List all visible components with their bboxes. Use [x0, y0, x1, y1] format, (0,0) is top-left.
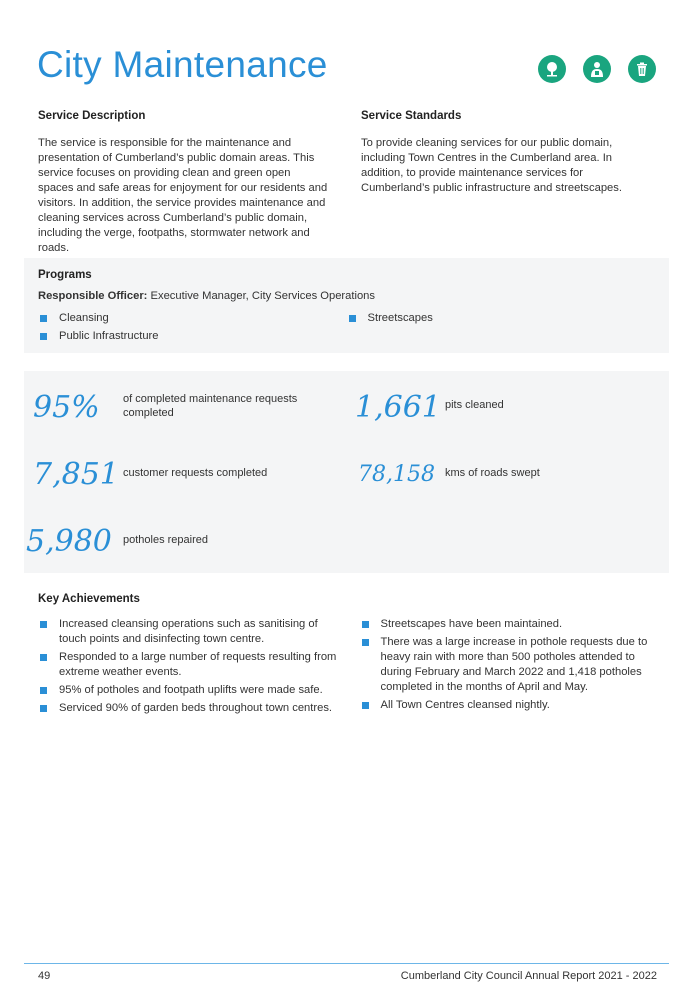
- key-achievements-heading: Key Achievements: [38, 593, 140, 605]
- list-item: Increased cleansing operations such as sanitising of touch points and disinfecting town centre.: [38, 617, 337, 647]
- footer-title: Cumberland City Council Annual Report 2021 - 2022: [400, 970, 657, 982]
- service-icons: [538, 55, 656, 83]
- footer-divider: [24, 963, 669, 964]
- page-number: 49: [38, 970, 51, 982]
- programs-list-left: [38, 311, 347, 347]
- programs-heading: Programs: [38, 269, 92, 281]
- worker-icon: [583, 55, 611, 83]
- stat-value: 78,158: [358, 462, 435, 487]
- service-description-text: The service is responsible for the maintenance and presentation of Cumberland’s public domain areas. This service focuses on providing clean and green open spaces and safe areas for enjoyment for our residents and visitors. In addition, the service provides maintenance and cleaning services across Cumberland’s public domain, including the verge, footpaths, stormwater network and roads.: [38, 137, 328, 254]
- list-item: Serviced 90% of garden beds throughout town centres.: [38, 701, 337, 716]
- stat-label: customer requests completed: [123, 467, 268, 479]
- list-item: Streetscapes: [347, 311, 656, 326]
- list-item: Cleansing: [38, 311, 347, 326]
- service-standards: [361, 110, 651, 196]
- stats-panel: [24, 371, 669, 573]
- stat-value: 95%: [33, 390, 100, 425]
- stat-label: of completed maintenance requests completed: [123, 393, 298, 419]
- achievements-list-left: [38, 617, 337, 719]
- key-achievements: [38, 593, 658, 719]
- service-standards-heading: Service Standards: [361, 110, 462, 122]
- stat-value: 5,980: [26, 524, 112, 559]
- programs-list-right: [347, 311, 656, 347]
- service-description-heading: Service Description: [38, 110, 146, 122]
- page-title: City Maintenance: [37, 44, 328, 85]
- officer-value: Executive Manager, City Services Operations: [147, 290, 376, 302]
- achievements-list-right: [360, 617, 659, 719]
- stat-value: 1,661: [355, 390, 441, 425]
- tree-icon: [538, 55, 566, 83]
- list-item: Streetscapes have been maintained.: [360, 617, 659, 632]
- bin-icon: [628, 55, 656, 83]
- list-item: There was a large increase in pothole requests due to heavy rain with more than 500 potholes attended to during February and March 2022 and 1,418 potholes completed in the months of April and May.: [360, 635, 659, 695]
- stat-label: potholes repaired: [123, 534, 209, 546]
- list-item: All Town Centres cleansed nightly.: [360, 698, 659, 713]
- service-standards-text: To provide cleaning services for our public domain, including Town Centres in the Cumberland area. In addition, to provide maintenance services for Cumberland’s public infrastructure and streetscapes.: [361, 137, 622, 194]
- service-description: [38, 110, 328, 256]
- officer-label: Responsible Officer:: [38, 290, 148, 302]
- stat-label: kms of roads swept: [445, 467, 540, 479]
- stat-label: pits cleaned: [445, 399, 504, 411]
- list-item: Responded to a large number of requests resulting from extreme weather events.: [38, 650, 337, 680]
- stat-value: 7,851: [33, 457, 119, 492]
- responsible-officer: [38, 290, 655, 302]
- list-item: 95% of potholes and footpath uplifts were made safe.: [38, 683, 337, 698]
- list-item: Public Infrastructure: [38, 329, 347, 344]
- programs-panel: [24, 258, 669, 353]
